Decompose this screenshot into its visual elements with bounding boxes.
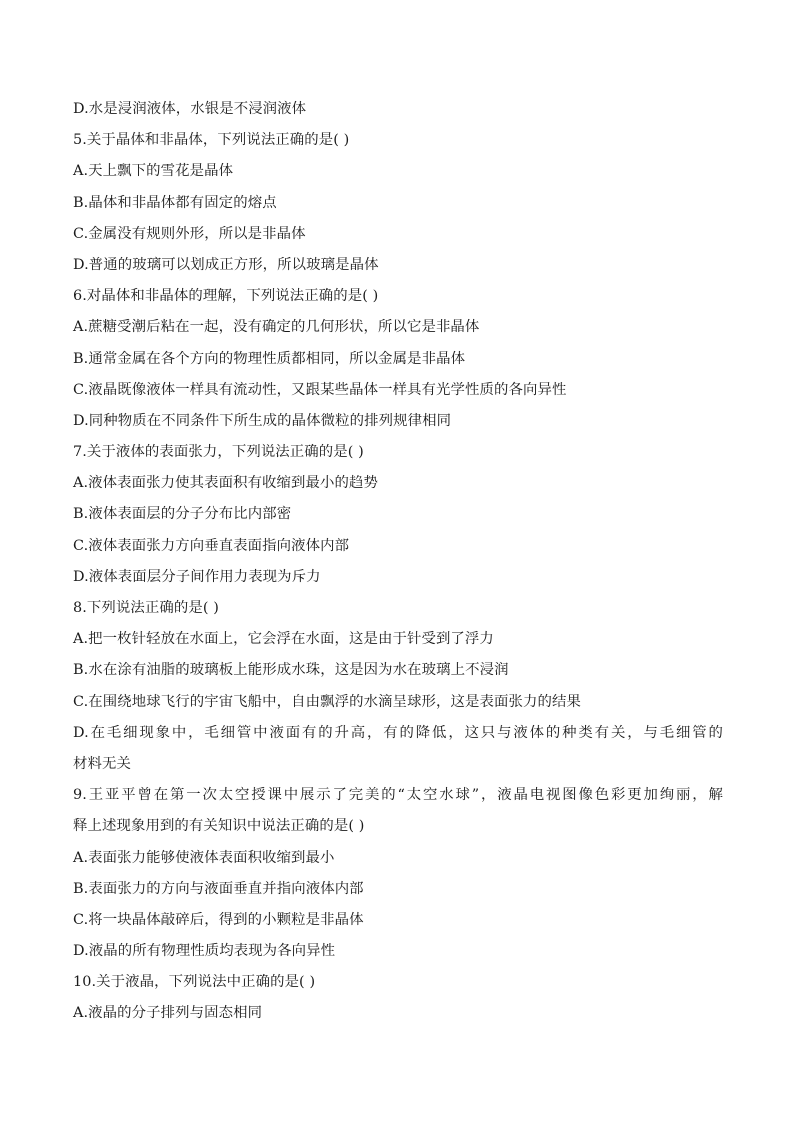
question-6: 6.对晶体和非晶体的理解，下列说法正确的是( ): [73, 288, 379, 305]
option-b-q8: B.水在涂有油脂的玻璃板上能形成水珠，这是因为水在玻璃上不浸润: [73, 662, 509, 679]
option-b-q9: B.表面张力的方向与液面垂直并指向液体内部: [73, 880, 364, 897]
question-7: 7.关于液体的表面张力，下列说法正确的是( ): [73, 444, 364, 461]
question-5: 5.关于晶体和非晶体，下列说法正确的是( ): [73, 132, 350, 149]
option-c-q5: C.金属没有规则外形，所以是非晶体: [73, 225, 306, 242]
option-b-q7: B.液体表面层的分子分布比内部密: [73, 506, 292, 523]
option-d-q7: D.液体表面层分子间作用力表现为斥力: [73, 568, 321, 585]
option-a-q8: A.把一枚针轻放在水面上，它会浮在水面，这是由于针受到了浮力: [73, 631, 494, 648]
question-10: 10.关于液晶，下列说法中正确的是( ): [73, 974, 316, 991]
option-d-q4: D.水是浸润液体，水银是不浸润液体: [73, 101, 307, 117]
question-9-cont: 释上述现象用到的有关知识中说法正确的是( ): [73, 818, 365, 835]
option-c-q8: C.在围绕地球飞行的宇宙飞船中，自由飘浮的水滴呈球形，这是表面张力的结果: [73, 693, 581, 710]
question-8: 8.下列说法正确的是( ): [73, 600, 219, 616]
option-d-q8-cont: 材料无关: [73, 755, 131, 772]
option-c-q6: C.液晶既像液体一样具有流动性，又跟某些晶体一样具有光学性质的各向异性: [73, 381, 567, 398]
option-a-q10: A.液晶的分子排列与固态相同: [73, 1005, 263, 1022]
question-text: [73, 94, 723, 1030]
question-9: 9.王亚平曾在第一次太空授课中展示了完美的“太空水球”，液晶电视图像色彩更加绚丽，解: [73, 787, 723, 804]
option-a-q5: A.天上飘下的雪花是晶体: [73, 163, 234, 180]
option-d-q6: D.同种物质在不同条件下所生成的晶体微粒的排列规律相同: [73, 412, 452, 429]
option-d-q8: D.在毛细现象中，毛细管中液面有的升高，有的降低，这只与液体的种类有关，与毛细管的: [73, 724, 723, 741]
option-a-q9: A.表面张力能够使液体表面积收缩到最小: [73, 849, 335, 866]
option-a-q6: A.蔗糖受潮后粘在一起，没有确定的几何形状，所以它是非晶体: [73, 319, 480, 336]
option-c-q7: C.液体表面张力方向垂直表面指向液体内部: [73, 537, 350, 554]
option-a-q7: A.液体表面张力使其表面积有收缩到最小的趋势: [73, 475, 378, 492]
option-d-q5: D.普通的玻璃可以划成正方形，所以玻璃是晶体: [73, 256, 379, 273]
option-d-q9: D.液晶的所有物理性质均表现为各向异性: [73, 943, 336, 960]
option-b-q6: B.通常金属在各个方向的物理性质都相同，所以金属是非晶体: [73, 350, 466, 367]
option-b-q5: B.晶体和非晶体都有固定的熔点: [73, 194, 277, 211]
option-c-q9: C.将一块晶体敲碎后，得到的小颗粒是非晶体: [73, 911, 364, 928]
